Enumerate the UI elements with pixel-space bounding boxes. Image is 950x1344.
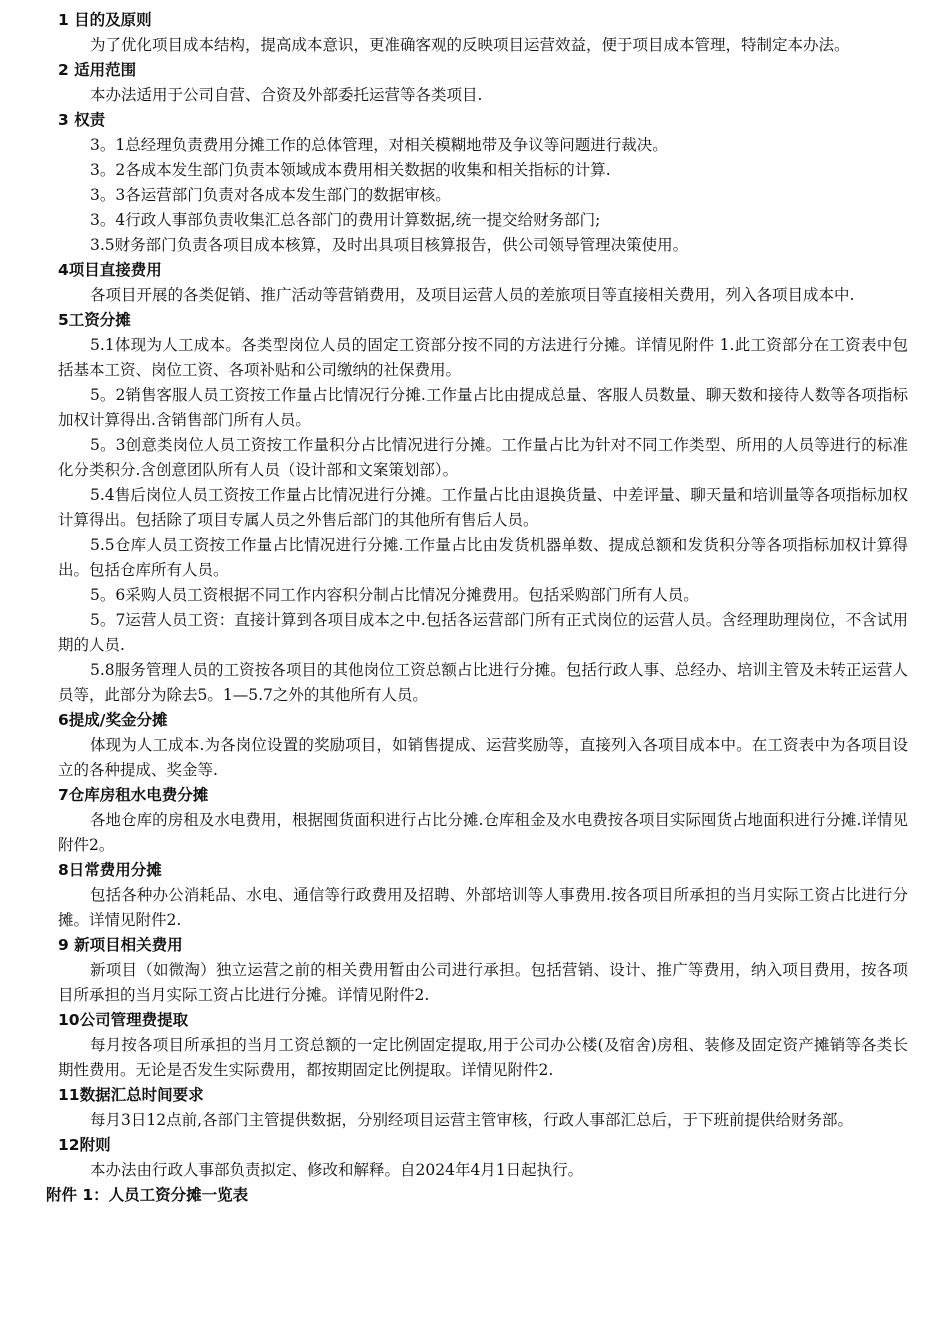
section-heading: 11数据汇总时间要求 xyxy=(58,1086,204,1104)
paragraph: 各地仓库的房租及水电费用，根据囤货面积进行占比分摊.仓库租金及水电费按各项目实际囤货占地面积进行分摊.详情见附件2。 xyxy=(58,811,908,854)
section-heading: 7仓库房租水电费分摊 xyxy=(58,786,209,804)
paragraph: 包括各种办公消耗品、水电、通信等行政费用及招聘、外部培训等人事费用.按各项目所承担的当月实际工资占比进行分摊。详情见附件2. xyxy=(58,886,908,929)
document-body xyxy=(46,8,908,1208)
section-heading: 12附则 xyxy=(58,1136,111,1154)
section-heading: 10公司管理费提取 xyxy=(58,1011,189,1029)
paragraph: 3。2各成本发生部门负责本领域成本费用相关数据的收集和相关指标的计算. xyxy=(90,161,611,179)
paragraph: 每月3日12点前,各部门主管提供数据，分别经项目运营主管审核，行政人事部汇总后，于下班前提供给财务部。 xyxy=(90,1111,854,1129)
paragraph: 为了优化项目成本结构，提高成本意识，更准确客观的反映项目运营效益，便于项目成本管理，特制定本办法。 xyxy=(90,36,850,54)
section-heading: 8日常费用分摊 xyxy=(58,861,162,879)
paragraph: 5。6采购人员工资根据不同工作内容积分制占比情况分摊费用。包括采购部门所有人员。 xyxy=(90,586,699,604)
paragraph: 本办法由行政人事部负责拟定、修改和解释。自2024年4月1日起执行。 xyxy=(90,1161,584,1179)
section-heading: 6提成/奖金分摊 xyxy=(58,711,168,729)
paragraph: 3。4行政人事部负责收集汇总各部门的费用计算数据,统一提交给财务部门; xyxy=(90,211,601,229)
section-heading: 2 适用范围 xyxy=(58,61,137,79)
section-heading: 5工资分摊 xyxy=(58,311,131,329)
paragraph: 本办法适用于公司自营、合资及外部委托运营等各类项目. xyxy=(90,86,483,104)
paragraph: 3。1总经理负责费用分摊工作的总体管理，对相关模糊地带及争议等问题进行裁决。 xyxy=(90,136,668,154)
paragraph: 5。2销售客服人员工资按工作量占比情况行分摊.工作量占比由提成总量、客服人员数量、聊天数和接待人数等各项指标加权计算得出.含销售部门所有人员。 xyxy=(58,386,908,429)
paragraph: 5.4售后岗位人员工资按工作量占比情况进行分摊。工作量占比由退换货量、中差评量、聊天量和培训量等各项指标加权计算得出。包括除了项目专属人员之外售后部门的其他所有售后人员。 xyxy=(58,486,908,529)
paragraph: 5.1体现为人工成本。各类型岗位人员的固定工资部分按不同的方法进行分摊。详情见附件 1.此工资部分在工资表中包括基本工资、岗位工资、各项补贴和公司缴纳的社保费用。 xyxy=(58,336,908,379)
paragraph: 5。7运营人员工资：直接计算到各项目成本之中.包括各运营部门所有正式岗位的运营人员。含经理助理岗位，不含试用期的人员. xyxy=(58,611,908,654)
paragraph: 新项目（如微淘）独立运营之前的相关费用暂由公司进行承担。包括营销、设计、推广等费用，纳入项目费用，按各项目所承担的当月实际工资占比进行分摊。详情见附件2. xyxy=(58,961,908,1004)
section-heading: 9 新项目相关费用 xyxy=(58,936,183,954)
section-heading: 1 目的及原则 xyxy=(58,11,152,29)
section-heading: 3 权责 xyxy=(58,111,106,129)
paragraph: 5.5仓库人员工资按工作量占比情况进行分摊.工作量占比由发货机器单数、提成总额和发货积分等各项指标加权计算得出。包括仓库所有人员。 xyxy=(58,536,908,579)
paragraph: 3.5财务部门负责各项目成本核算，及时出具项目核算报告，供公司领导管理决策使用。 xyxy=(90,236,689,254)
paragraph: 体现为人工成本.为各岗位设置的奖励项目，如销售提成、运营奖励等，直接列入各项目成本中。在工资表中为各项目设立的各种提成、奖金等. xyxy=(58,736,908,779)
paragraph: 5.8服务管理人员的工资按各项目的其他岗位工资总额占比进行分摊。包括行政人事、总经办、培训主管及未转正运营人员等，此部分为除去5。1—5.7之外的其他所有人员。 xyxy=(58,661,908,704)
paragraph: 各项目开展的各类促销、推广活动等营销费用，及项目运营人员的差旅项目等直接相关费用，列入各项目成本中. xyxy=(90,286,855,304)
paragraph: 3。3各运营部门负责对各成本发生部门的数据审核。 xyxy=(90,186,451,204)
annex-title: 附件 1：人员工资分摊一览表 xyxy=(46,1186,249,1204)
paragraph: 5。3创意类岗位人员工资按工作量积分占比情况进行分摊。工作量占比为针对不同工作类型、所用的人员等进行的标准化分类积分.含创意团队所有人员（设计部和文案策划部）。 xyxy=(58,436,908,479)
paragraph: 每月按各项目所承担的当月工资总额的一定比例固定提取,用于公司办公楼(及宿舍)房租、装修及固定资产摊销等各类长期性费用。无论是否发生实际费用，都按期固定比例提取。详情见附件2. xyxy=(58,1036,908,1079)
section-heading: 4项目直接费用 xyxy=(58,261,162,279)
